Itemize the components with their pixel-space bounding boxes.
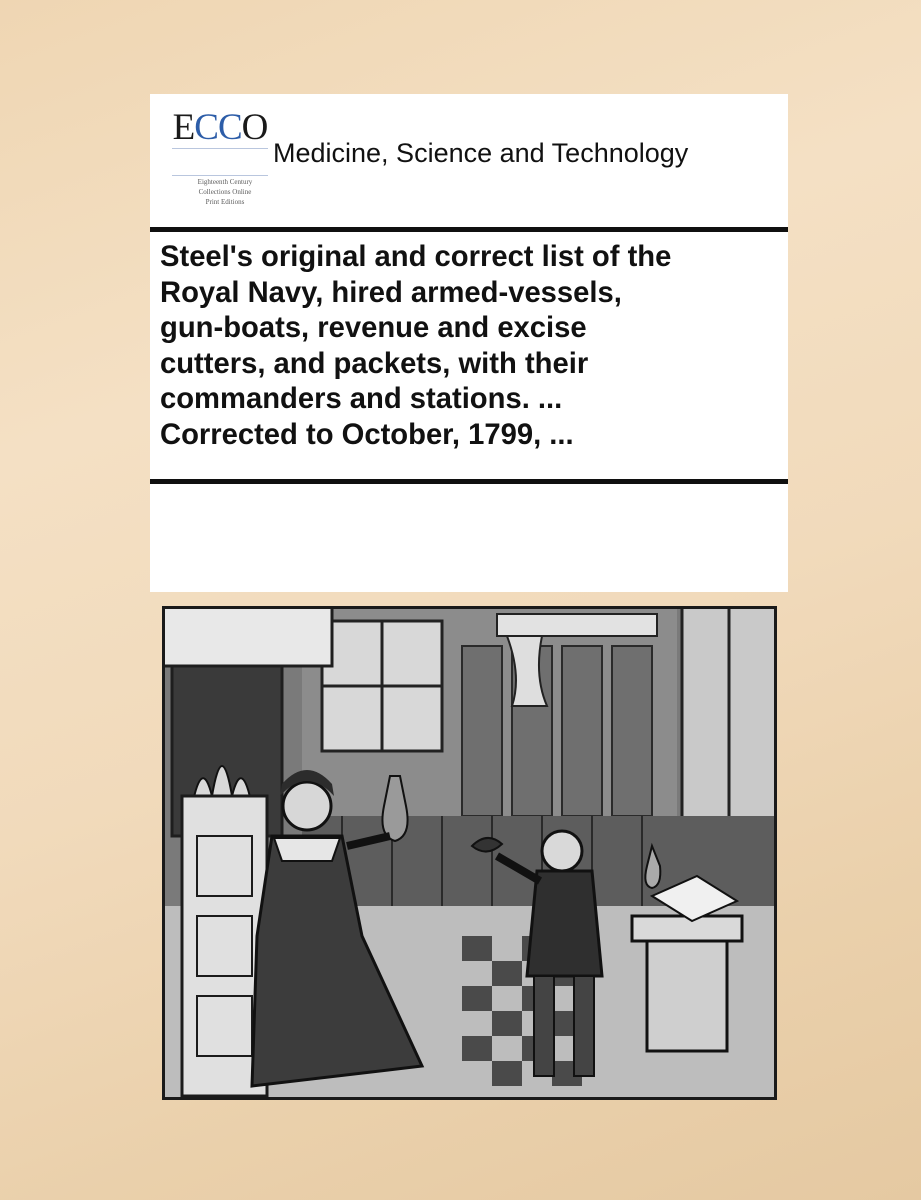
title-line: Corrected to October, 1799, ... [160, 418, 574, 451]
title-line: gun-boats, revenue and excise [160, 312, 587, 344]
logo-ghost-band [172, 148, 268, 176]
book-title [160, 240, 784, 453]
ecco-logo [170, 106, 282, 224]
series-title: Medicine, Science and Technology [273, 138, 689, 168]
cover-label [150, 94, 788, 592]
title-line: Steel's original and correct list of the [160, 241, 672, 273]
logo-wordmark: ECCO [172, 107, 268, 148]
title-line: cutters, and packets, with their [160, 347, 589, 380]
logo-caption-line: Collections Online [198, 188, 252, 196]
title-line: Royal Navy, hired armed-vessels, [160, 276, 622, 309]
woodcut-illustration [162, 606, 777, 1100]
top-rule [150, 227, 788, 232]
logo-caption-line: Print Editions [205, 198, 245, 206]
logo-caption-line: Eighteenth Century [197, 178, 253, 186]
title-line: commanders and stations. ... [160, 383, 563, 415]
cover-header [150, 94, 788, 227]
bottom-rule [150, 479, 788, 484]
